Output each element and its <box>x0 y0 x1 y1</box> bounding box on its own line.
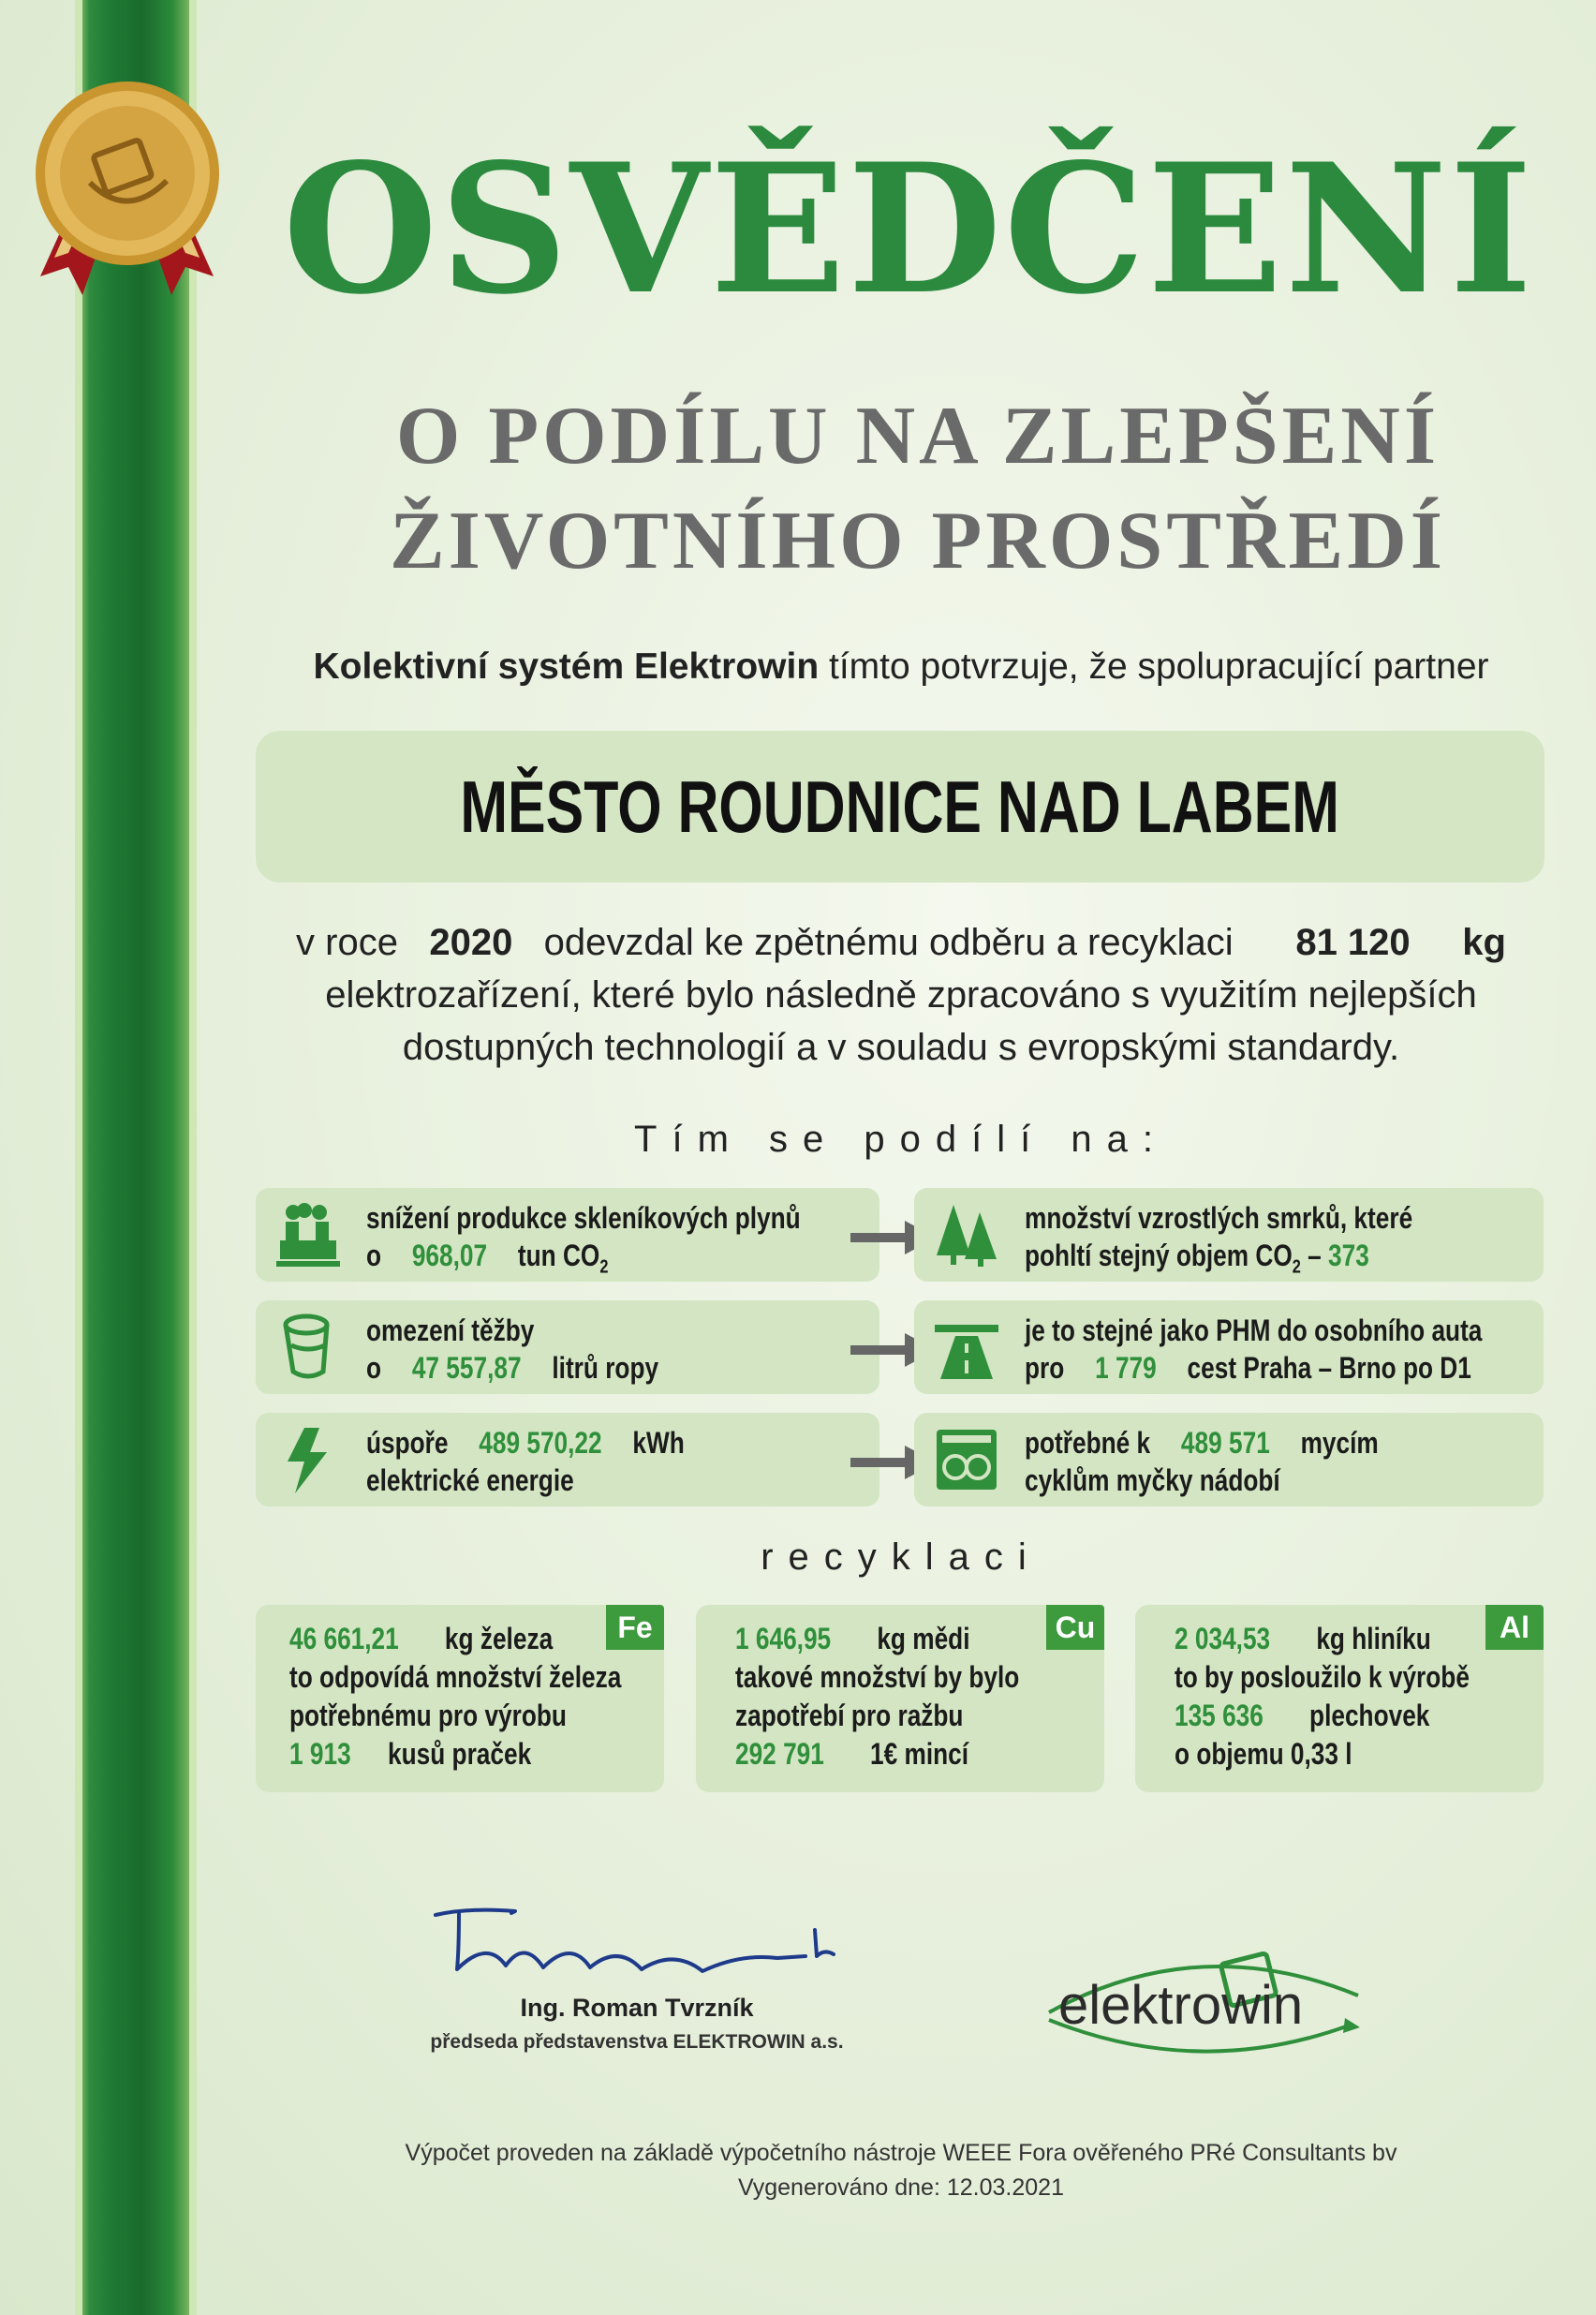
equivalent-sub: 2 <box>1292 1256 1301 1278</box>
statement-middle: odevzdal ke zpětnému odběru a recyklaci <box>543 922 1234 963</box>
element-badge: Al <box>1485 1605 1544 1650</box>
equivalent-value-line <box>1025 1424 1379 1462</box>
signatory-role: předseda představenstva ELEKTROWIN a.s. <box>430 2031 844 2053</box>
benefit-card-energy <box>256 1413 879 1506</box>
footer-line-1: Výpočet proveden na základě výpočetního nástroje WEEE Fora ověřeného PRé Consultants bv <box>405 2140 1397 2166</box>
recycling-line: takové množství by bylo <box>735 1660 1020 1694</box>
benefit-card-emissions <box>256 1188 879 1282</box>
intro-text <box>255 646 1547 688</box>
equivalent-value-line <box>1025 1349 1482 1387</box>
recycling-line: o objemu 0,33 l <box>1175 1737 1352 1771</box>
recycling-card-copper <box>696 1605 1104 1792</box>
recycling-unit: kusů praček <box>388 1737 532 1771</box>
recycling-line: to odpovídá množství železa <box>289 1660 622 1694</box>
equivalent-value: 1 779 <box>1095 1351 1157 1385</box>
equivalent-pre: potřebné k <box>1025 1426 1151 1460</box>
equivalent-value: 489 571 <box>1180 1426 1270 1460</box>
statement-year: 2020 <box>429 922 513 963</box>
recycling-card-iron <box>256 1605 664 1792</box>
statement <box>255 916 1547 1074</box>
handwritten-signature <box>431 1902 862 1996</box>
subtitle-line-1: O PODÍLU NA ZLEPŠENÍ <box>395 391 1441 482</box>
recycling-unit: plechovek <box>1309 1699 1430 1732</box>
intro-bold: Kolektivní systém Elektrowin <box>313 646 820 687</box>
barrel-icon <box>273 1312 344 1383</box>
benefit-value: 489 570,22 <box>479 1426 602 1460</box>
medal-seal-icon <box>17 80 237 300</box>
statement-line-2: elektrozařízení, které bylo následně zpracováno s využitím nejlepších <box>325 974 1477 1016</box>
statement-amount: 81 120 <box>1295 922 1411 963</box>
equivalent-card-dishwasher <box>914 1413 1544 1506</box>
equivalent-post: mycím <box>1300 1426 1379 1460</box>
benefit-unit: tun CO <box>517 1239 600 1272</box>
equivalent-line: množství vzrostlých smrků, které <box>1025 1201 1413 1235</box>
green-ribbon <box>75 0 197 2315</box>
footer <box>255 2136 1547 2205</box>
recycling-heading: recyklaci <box>761 1536 1042 1578</box>
equivalent-pre: pro <box>1025 1351 1065 1385</box>
recycling-text <box>289 1620 621 1773</box>
statement-prefix: v roce <box>296 922 398 963</box>
certificate-title: OSVĚDČENÍ <box>282 125 1535 334</box>
benefit-pre: o <box>366 1239 382 1272</box>
benefit-value-line <box>366 1349 658 1387</box>
recycling-line: to by posloužilo k výrobě <box>1175 1660 1470 1694</box>
recycling-value: 46 661,21 <box>289 1622 399 1655</box>
benefit-text <box>366 1312 658 1387</box>
intro-rest: tímto potvrzuje, že spolupracující partner <box>819 646 1489 687</box>
equivalent-card-fuel <box>914 1300 1544 1394</box>
benefit-card-mining <box>256 1300 879 1394</box>
equivalent-line: je to stejné jako PHM do osobního auta <box>1025 1313 1483 1347</box>
benefit-line: elektrické energie <box>366 1463 574 1497</box>
recycling-line: zapotřebí pro ražbu <box>735 1699 964 1732</box>
benefit-line: omezení těžby <box>366 1313 535 1347</box>
benefit-value-line <box>366 1237 801 1285</box>
benefit-value: 47 557,87 <box>411 1351 522 1385</box>
equivalent-pre: pohltí stejný objem CO <box>1025 1239 1293 1272</box>
logo-text: elektrowin <box>1058 1975 1304 2036</box>
trees-icon <box>931 1199 1002 1270</box>
subtitle-line-2: ŽIVOTNÍHO PROSTŘEDÍ <box>389 496 1446 586</box>
statement-line-1 <box>255 916 1547 969</box>
equivalent-value-line <box>1025 1237 1412 1285</box>
equivalent-value: 373 <box>1328 1239 1369 1272</box>
recycling-value: 1 646,95 <box>735 1622 832 1655</box>
benefit-text <box>366 1199 801 1285</box>
equivalent-line: cyklům myčky nádobí <box>1025 1463 1280 1497</box>
statement-line-3: dostupných technologií a v souladu s evropskými standardy. <box>402 1027 1400 1068</box>
benefit-text <box>366 1424 685 1499</box>
certificate-subtitle <box>356 384 1480 594</box>
recycling-value: 135 636 <box>1175 1699 1264 1732</box>
signatory-name: Ing. Roman Tvrzník <box>520 1994 754 2022</box>
benefit-pre: o <box>366 1351 382 1385</box>
recycling-value: 1 913 <box>289 1737 351 1771</box>
recycling-unit: 1€ mincí <box>870 1737 969 1771</box>
recycling-line: potřebnému pro výrobu <box>289 1699 567 1732</box>
recycling-unit: kg hliníku <box>1316 1622 1431 1655</box>
elektrowin-logo <box>1030 1939 1377 2056</box>
benefit-line: snížení produkce skleníkových plynů <box>366 1201 801 1235</box>
equivalent-card-trees <box>914 1188 1544 1282</box>
element-badge: Cu <box>1046 1605 1104 1650</box>
benefit-pre: úspoře <box>366 1426 449 1460</box>
lightning-icon <box>273 1424 344 1495</box>
factory-icon <box>273 1199 344 1270</box>
benefit-sub: 2 <box>599 1256 609 1278</box>
equivalent-dash: – <box>1300 1239 1329 1272</box>
benefit-unit: litrů ropy <box>552 1351 659 1385</box>
recycling-text <box>1175 1620 1470 1773</box>
partner-name: MĚSTO ROUDNICE NAD LABEM <box>460 764 1340 848</box>
element-badge: Fe <box>606 1605 664 1650</box>
share-heading: Tím se podílí na: <box>634 1119 1168 1160</box>
footer-line-2: Vygenerováno dne: 12.03.2021 <box>738 2174 1064 2201</box>
partner-name-box <box>256 731 1544 883</box>
benefit-value: 968,07 <box>411 1239 488 1272</box>
equivalent-post: cest Praha – Brno po D1 <box>1187 1351 1471 1385</box>
statement-unit: kg <box>1462 922 1506 963</box>
dishwasher-icon <box>931 1424 1002 1495</box>
equivalent-text <box>1025 1312 1482 1387</box>
recycling-value: 292 791 <box>735 1737 824 1771</box>
highway-icon <box>931 1312 1002 1383</box>
benefit-unit: kWh <box>632 1426 685 1460</box>
recycling-text <box>735 1620 1019 1773</box>
recycling-unit: kg mědi <box>877 1622 970 1655</box>
benefit-value-line <box>366 1424 685 1462</box>
recycling-unit: kg železa <box>444 1622 554 1655</box>
recycling-card-aluminium <box>1135 1605 1544 1792</box>
equivalent-text <box>1025 1424 1379 1499</box>
recycling-value: 2 034,53 <box>1175 1622 1271 1655</box>
equivalent-text <box>1025 1199 1412 1285</box>
